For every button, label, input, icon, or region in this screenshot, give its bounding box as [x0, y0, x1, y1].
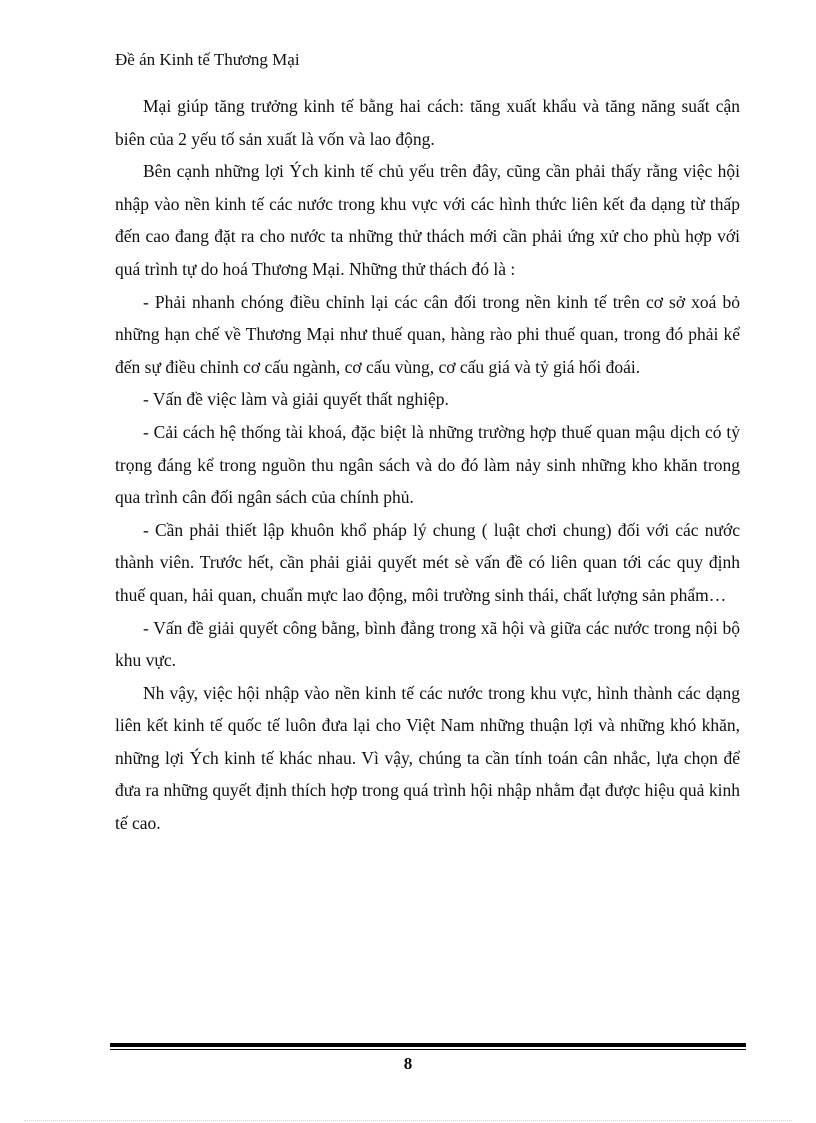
list-item-rebalance: - Phải nhanh chóng điều chỉnh lại các cân đối trong nền kinh tế trên cơ sở xoá bỏ những hạn chế về Thương Mại như thuế quan, hàng rào phi thuế quan, trong đó phải kể đến sự điều chỉnh cơ cấu ngành, cơ cấu vùng, cơ cấu giá và tỷ giá hối đoái.	[115, 291, 740, 377]
list-item-equity: - Vấn đề giải quyết công bằng, bình đẳng trong xã hội và giữa các nước trong nội bộ khu vực.	[115, 617, 740, 671]
list-item-legal-framework: - Cần phải thiết lập khuôn khổ pháp lý chung ( luật chơi chung) đối với các nước thành viên. Trước hết, cần phải giải quyết mét sè vấn đề có liên quan tới các quy định thuế quan, hải quan, chuẩn mực lao động, môi trường sinh thái, chất lượng sản phẩm…	[115, 519, 740, 605]
paragraph-challenges: Bên cạnh những lợi Ých kinh tế chủ yếu trên đây, cũng cần phải thấy rằng việc hội nhập vào nền kinh tế các nước trong khu vực với các hình thức liên kết đa dạng từ thấp đến cao đang đặt ra cho nước ta những thử thách mới cần phải ứng xử cho phù hợp với quá trình tự do hoá Thương Mại. Những thử thách đó là :	[115, 161, 740, 279]
page-number: 8	[403, 1054, 413, 1073]
list-item-fiscal-reform: - Cải cách hệ thống tài khoá, đặc biệt là những trường hợp thuế quan mậu dịch có tỷ trọng đáng kể trong nguồn thu ngân sách và do đó làm nảy sinh những kho khăn trong qua trình cân đối ngân sách của chính phủ.	[115, 421, 740, 508]
page-bottom-edge	[24, 1120, 792, 1121]
paragraph-intro: Mại giúp tăng trưởng kinh tế bằng hai cách: tăng xuất khẩu và tăng năng suất cận biên của 2 yếu tố sản xuất là vốn và lao động.	[115, 96, 740, 149]
footer-divider-thin-line	[110, 1049, 746, 1050]
footer-divider	[110, 1043, 746, 1051]
footer-divider-thick-line	[110, 1043, 746, 1047]
list-item-employment: - Vấn đề việc làm và giải quyết thất nghiệp.	[143, 389, 449, 410]
document-header-title: Đề án Kinh tế Thương Mại	[115, 50, 300, 69]
paragraph-conclusion: Nh vậy, việc hội nhập vào nền kinh tế các nước trong khu vực, hình thành các dạng liên kết kinh tế quốc tế luôn đưa lại cho Việt Nam những thuận lợi và những khó khăn, những lợi Ých kinh tế khác nhau. Vì vậy, chúng ta cần tính toán cân nhắc, lựa chọn để đưa ra những quyết định thích hợp trong quá trình hội nhập nhằm đạt được hiệu quả kinh tế cao.	[115, 682, 740, 834]
document-body	[115, 90, 740, 840]
